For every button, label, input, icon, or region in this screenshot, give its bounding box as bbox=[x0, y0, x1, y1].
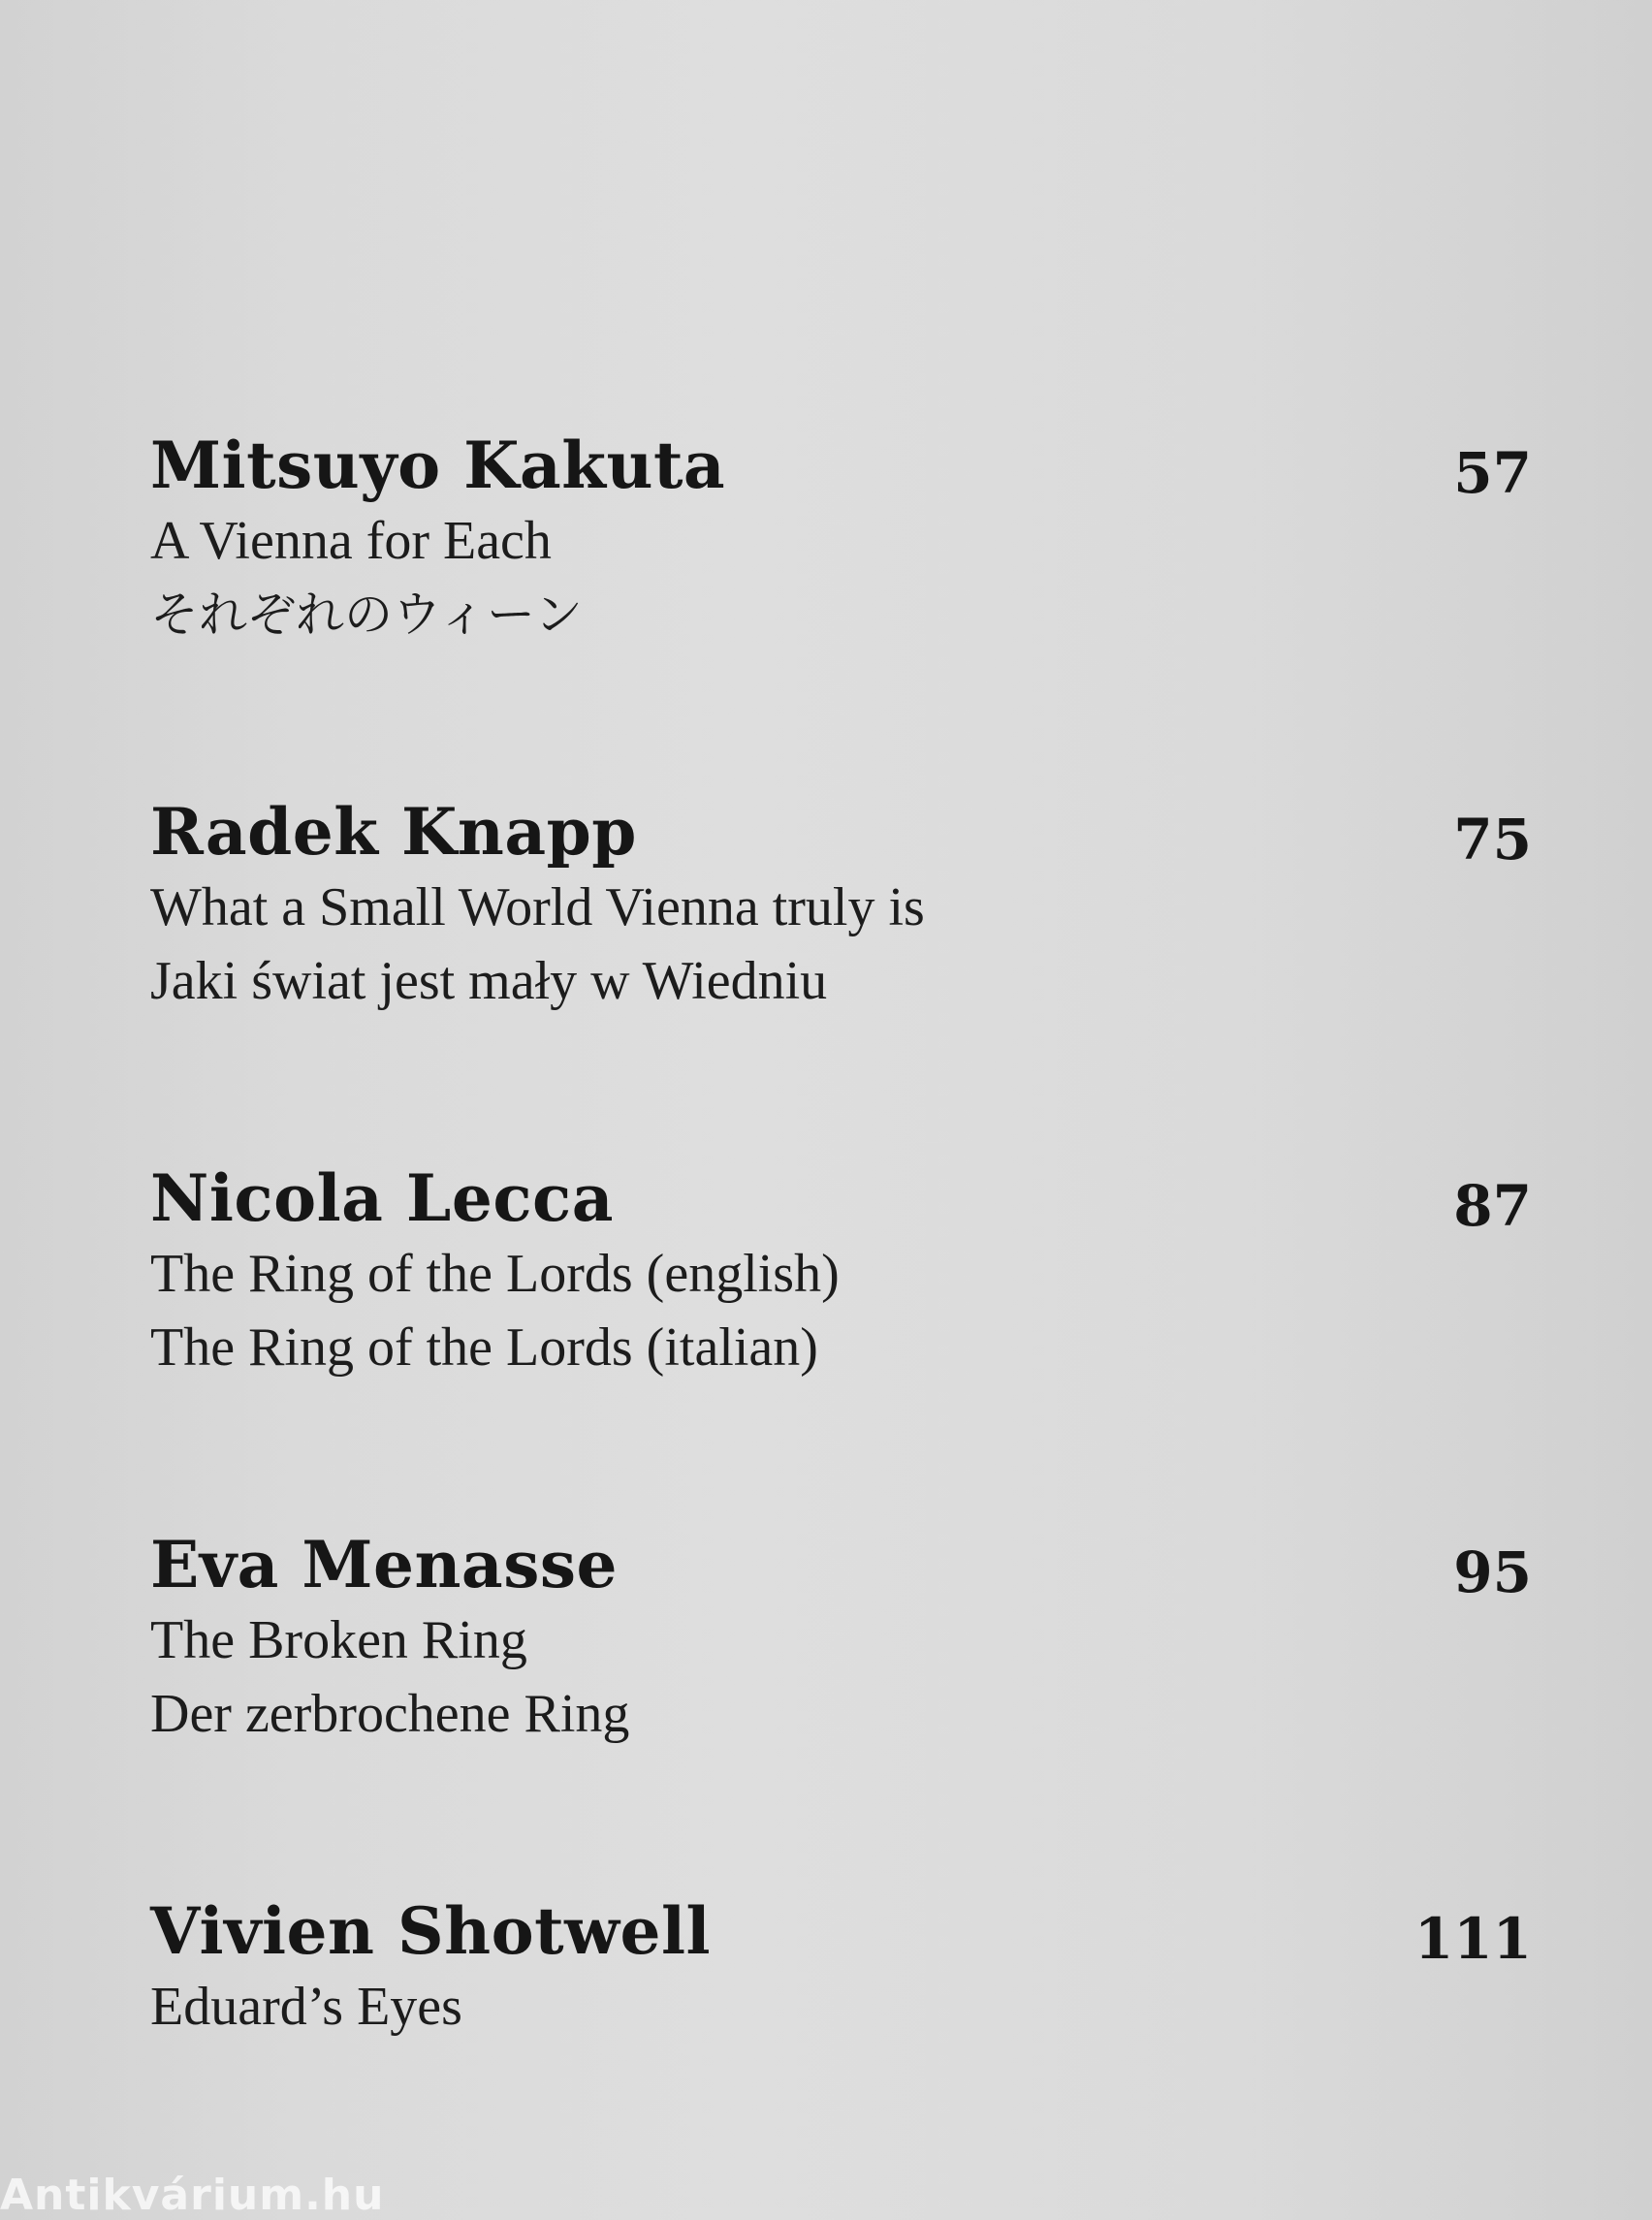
toc-entry bbox=[150, 427, 1532, 651]
entry-title-english: Eduard’s Eyes bbox=[150, 1977, 462, 2037]
entry-title-original: それぞれのウィーン bbox=[150, 587, 583, 643]
entry-page-number: 57 bbox=[1453, 440, 1532, 506]
entry-author: Radek Knapp bbox=[150, 794, 637, 870]
toc-entry bbox=[150, 1892, 1532, 2044]
entry-page-number: 111 bbox=[1414, 1906, 1532, 1972]
entry-page-number: 75 bbox=[1453, 807, 1532, 872]
entry-title-english: The Broken Ring bbox=[150, 1610, 527, 1670]
watermark: Antikvárium.hu bbox=[0, 2171, 385, 2220]
entry-title-english: What a Small World Vienna truly is bbox=[150, 877, 925, 937]
entry-title-original: Jaki świat jest mały w Wiedniu bbox=[150, 951, 828, 1011]
entry-page-number: 95 bbox=[1453, 1539, 1532, 1605]
entry-author: Eva Menasse bbox=[150, 1527, 619, 1602]
entry-title-original: The Ring of the Lords (italian) bbox=[150, 1317, 818, 1378]
entry-title-english: The Ring of the Lords (english) bbox=[150, 1244, 840, 1304]
entry-author: Nicola Lecca bbox=[150, 1160, 614, 1236]
toc-entry bbox=[150, 793, 1532, 1018]
entry-page-number: 87 bbox=[1453, 1173, 1532, 1239]
entry-author: Vivien Shotwell bbox=[150, 1893, 712, 1969]
toc-entry bbox=[150, 1159, 1532, 1384]
entry-author: Mitsuyo Kakuta bbox=[150, 428, 726, 503]
toc-entry bbox=[150, 1526, 1532, 1751]
entry-title-original: Der zerbrochene Ring bbox=[150, 1684, 630, 1744]
entry-title-english: A Vienna for Each bbox=[150, 511, 552, 571]
